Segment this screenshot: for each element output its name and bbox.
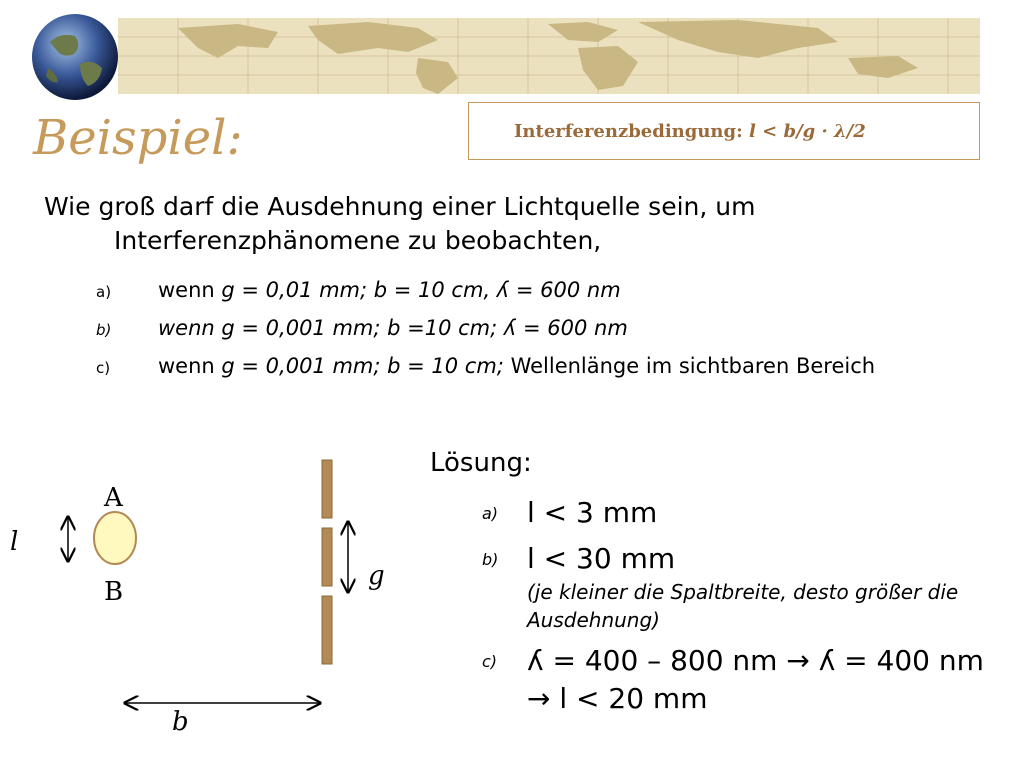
item-prefix: wenn [158, 354, 222, 378]
answer-letter: a) [482, 504, 499, 523]
slide-title: Beispiel: [33, 110, 243, 166]
label-g: g [368, 561, 385, 591]
slit-top [322, 460, 332, 518]
item-prefix: wenn [158, 278, 222, 302]
list-item [96, 313, 956, 343]
answer-note: (je kleiner die Spaltbreite, desto größer die Ausdehnung) [527, 580, 959, 632]
slit-middle [322, 528, 332, 586]
item-rest: Wellenlänge im sichtbaren Bereich [503, 354, 876, 378]
list-item [96, 351, 956, 381]
slit-diagram [0, 440, 420, 760]
slit-bottom [322, 596, 332, 664]
item-letter: c) [96, 359, 111, 377]
item-letter: b) [96, 321, 112, 339]
item-params: g = 0,001 mm; b = 10 cm; [221, 354, 504, 378]
answer-letter: b) [482, 550, 499, 569]
question-items [96, 275, 956, 389]
condition-text [514, 121, 866, 142]
item-params: g = 0,001 mm; b =10 cm; ʎ = 600 nm [221, 316, 628, 340]
answer-item [482, 494, 1002, 532]
condition-label: Interferenzbedingung: [514, 121, 743, 142]
world-map-banner [118, 18, 980, 94]
answer-item [482, 642, 1002, 718]
answer-text: ʎ = 400 – 800 nm → ʎ = 400 nm → l < 20 mm [527, 644, 984, 715]
label-A: A [104, 483, 123, 513]
question-text: Wie groß darf die Ausdehnung einer Lichtquelle sein, um Interferenzphänomene zu beobachten, [44, 192, 756, 255]
condition-formula: l < b/g · λ/2 [749, 121, 866, 142]
item-letter: a) [96, 283, 112, 301]
answer-text: l < 30 mm [527, 542, 676, 575]
condition-box [468, 102, 980, 160]
light-source [94, 512, 136, 564]
world-map-graphic [118, 18, 980, 94]
label-l: l [10, 527, 19, 557]
answer-text: l < 3 mm [527, 496, 658, 529]
solution-title: Lösung: [430, 448, 532, 478]
answer-letter: c) [482, 652, 498, 671]
label-b: b [172, 707, 189, 737]
solution-answers [482, 494, 1002, 726]
answer-item [482, 540, 1002, 634]
list-item [96, 275, 956, 305]
label-B: B [104, 577, 124, 607]
item-params: g = 0,01 mm; b = 10 cm, ʎ = 600 nm [221, 278, 621, 302]
item-prefix: wenn [158, 316, 222, 340]
globe-icon [30, 12, 120, 102]
